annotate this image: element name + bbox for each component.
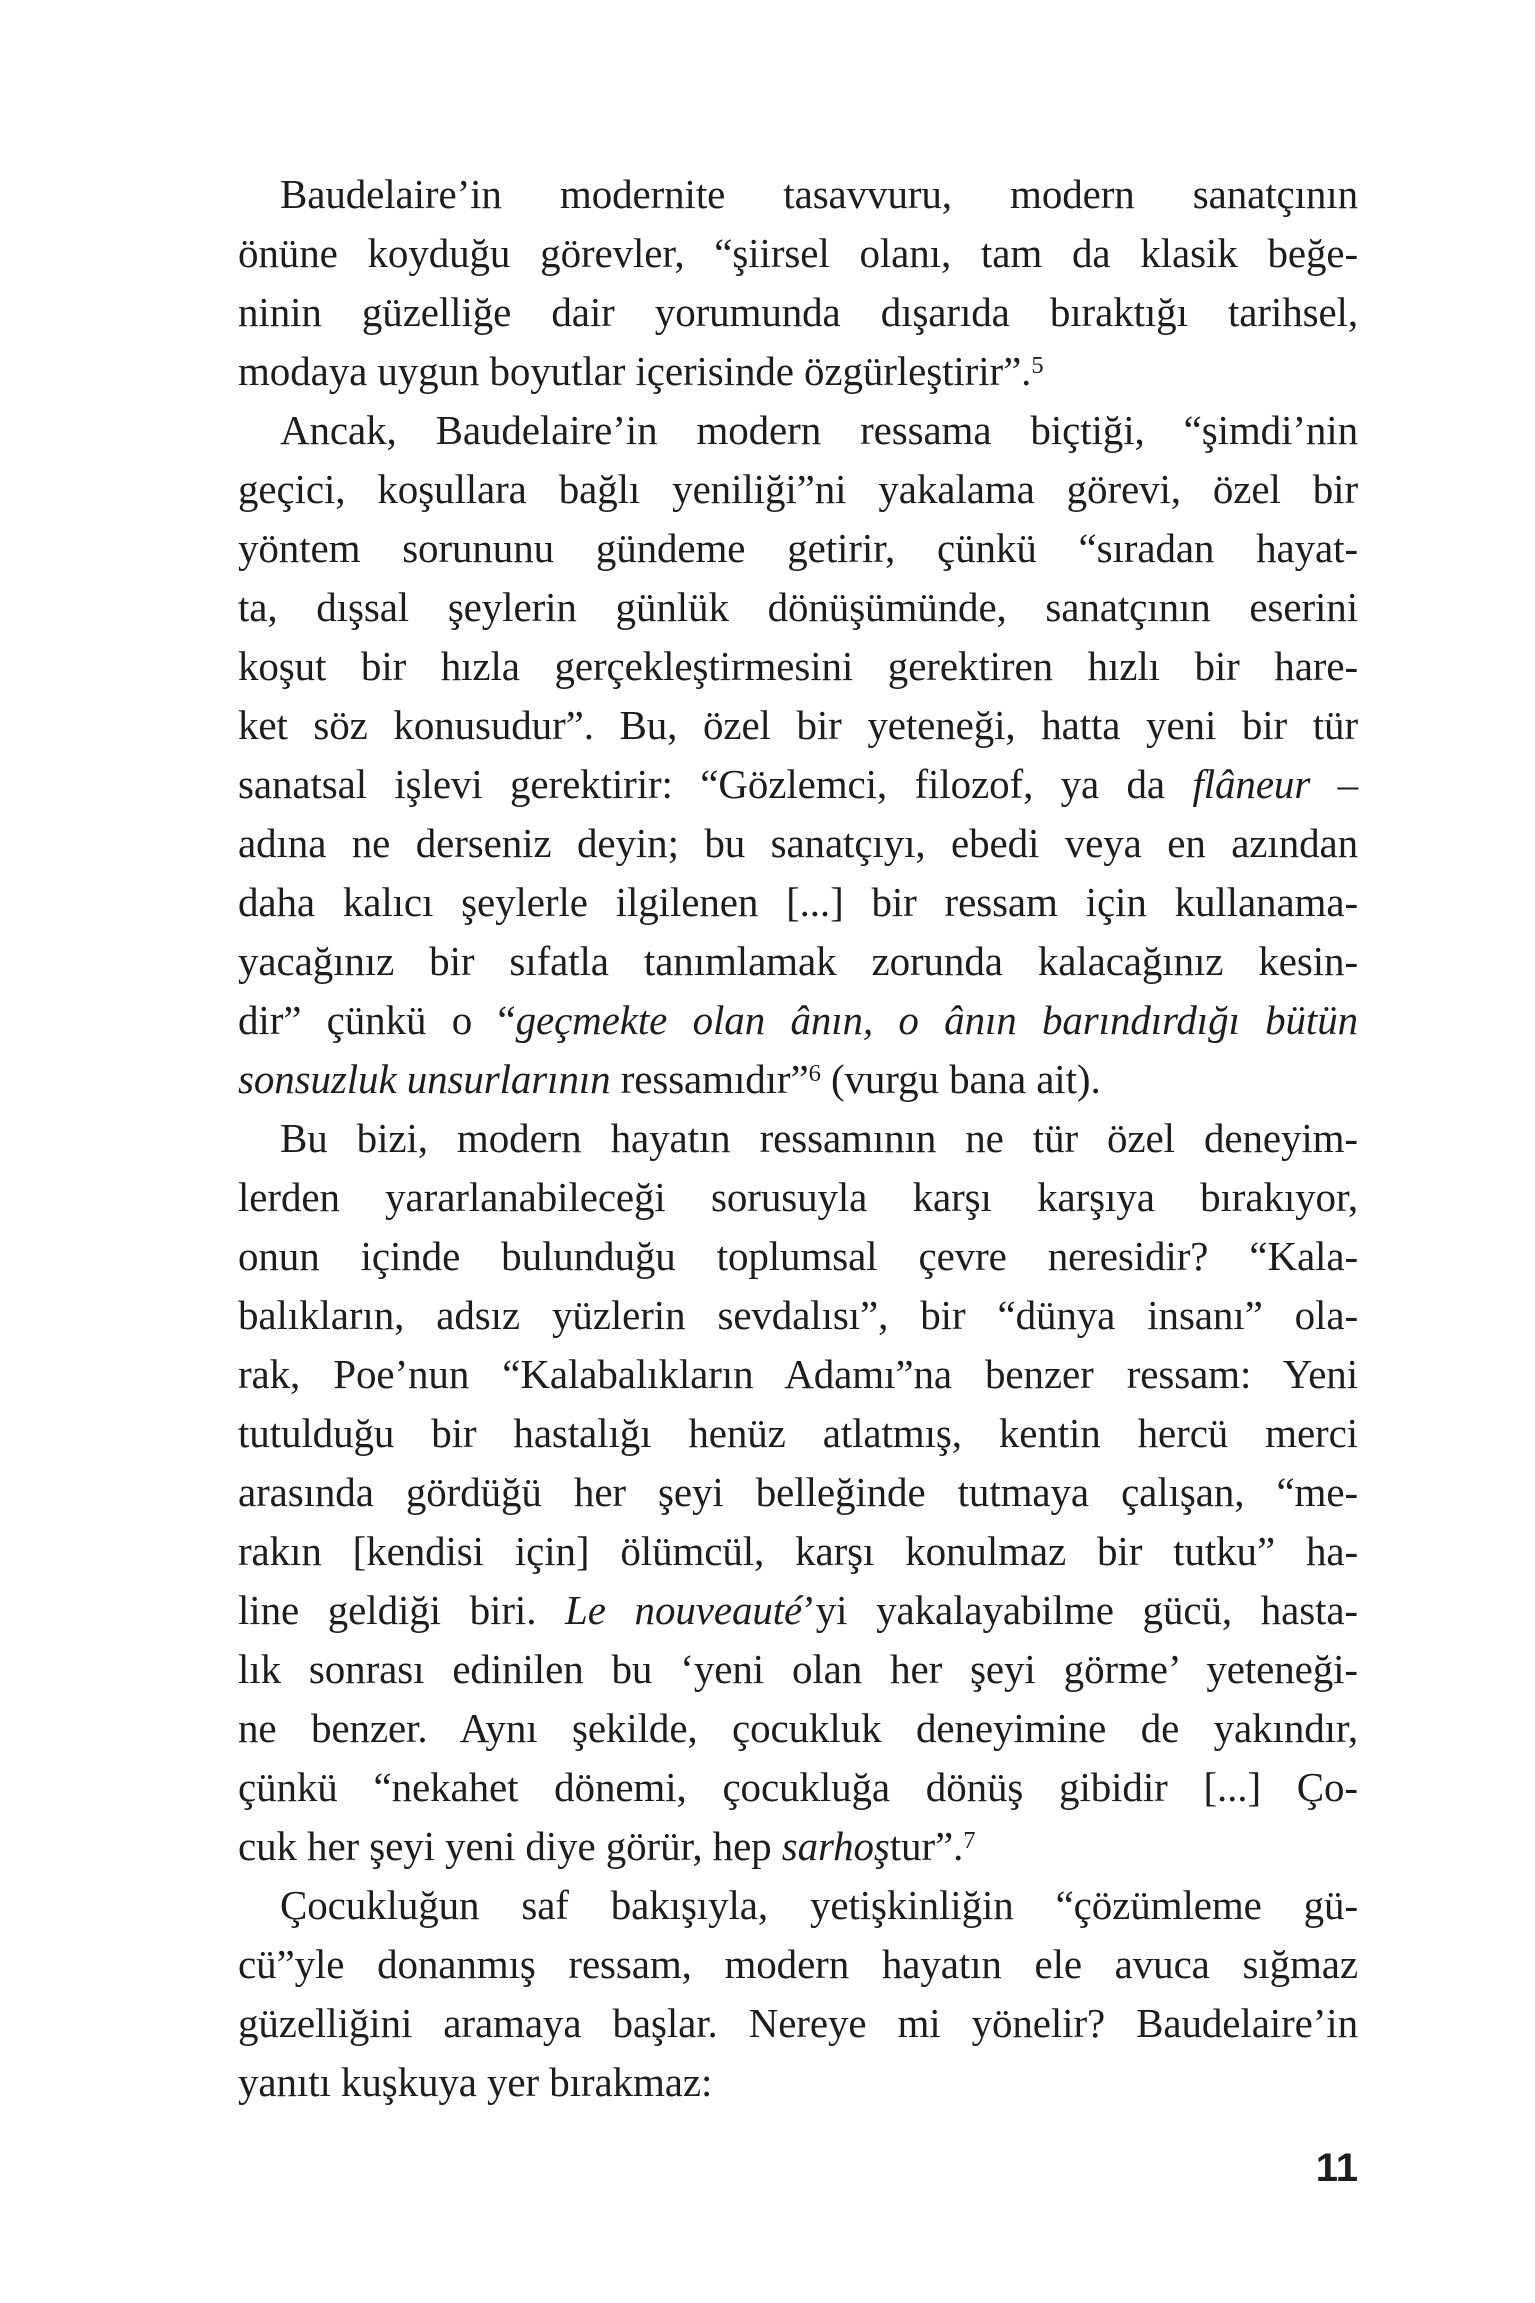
- text-block: [238, 165, 1358, 2112]
- text-line: [238, 1581, 1358, 1640]
- text-segment: güzelliğini aramaya başlar. Nereye mi yönelir? Baudelaire’in: [238, 2000, 1358, 2046]
- text-segment: sarhoş: [781, 1823, 890, 1869]
- text-segment: ta, dışsal şeylerin günlük dönüşümünde, sanatçının eserini: [238, 584, 1358, 630]
- text-line: [238, 1522, 1358, 1581]
- text-line: [238, 1050, 1358, 1109]
- text-line: [238, 1404, 1358, 1463]
- text-segment: (vurgu bana ait).: [820, 1056, 1101, 1102]
- text-segment: ne benzer. Aynı şekilde, çocukluk deneyimine de yakındır,: [238, 1705, 1358, 1751]
- text-segment: flâneur: [1192, 761, 1311, 807]
- text-segment: daha kalıcı şeylerle ilgilenen [...] bir ressam için kullanama-: [238, 879, 1358, 925]
- text-line: [238, 342, 1358, 401]
- text-segment: Ancak, Baudelaire’in modern ressama biçtiği, “şimdi’nin: [280, 407, 1358, 453]
- text-segment: yanıtı kuşkuya yer bırakmaz:: [238, 2059, 713, 2105]
- text-line: [238, 1758, 1358, 1817]
- paragraph: [238, 401, 1358, 1109]
- text-segment: line geldiği biri.: [238, 1587, 566, 1633]
- text-segment: sanatsal işlevi gerektirir: “Gözlemci, filozof, ya da: [238, 761, 1193, 807]
- text-line: [238, 578, 1358, 637]
- footnote-marker: 6: [808, 1059, 821, 1087]
- text-segment: sonsuzluk unsurlarının: [238, 1056, 611, 1102]
- text-line: [238, 932, 1358, 991]
- text-segment: Bu bizi, modern hayatın ressamının ne tür özel deneyim-: [280, 1115, 1358, 1161]
- text-line: [238, 460, 1358, 519]
- text-line: [238, 1463, 1358, 1522]
- footnote-marker: 7: [963, 1826, 976, 1854]
- text-line: [238, 1994, 1358, 2053]
- text-segment: ressamıdır”: [610, 1056, 809, 1102]
- text-segment: ’yi yakalayabilme gücü, hasta-: [802, 1587, 1358, 1633]
- text-line: [238, 1640, 1358, 1699]
- text-segment: rakın [kendisi için] ölümcül, karşı konulmaz bir tutku” ha-: [238, 1528, 1358, 1574]
- text-segment: Çocukluğun saf bakışıyla, yetişkinliğin “çözümleme gü-: [280, 1882, 1358, 1928]
- text-line: [238, 2053, 1358, 2112]
- text-segment: Le nouveauté: [565, 1587, 803, 1633]
- text-line: [238, 1168, 1358, 1227]
- text-segment: lerden yararlanabileceği sorusuyla karşı karşıya bırakıyor,: [238, 1174, 1358, 1220]
- text-segment: geçici, koşullara bağlı yeniliği”ni yakalama görevi, özel bir: [238, 466, 1358, 512]
- text-segment: onun içinde bulunduğu toplumsal çevre neresidir? “Kala-: [238, 1233, 1358, 1279]
- text-line: [238, 401, 1358, 460]
- text-segment: çünkü “nekahet dönemi, çocukluğa dönüş gibidir [...] Ço-: [238, 1764, 1358, 1810]
- text-segment: cü”yle donanmış ressam, modern hayatın ele avuca sığmaz: [238, 1941, 1358, 1987]
- text-line: [238, 224, 1358, 283]
- text-segment: rak, Poe’nun “Kalabalıkların Adamı”na benzer ressam: Yeni: [238, 1351, 1358, 1397]
- text-line: [238, 1935, 1358, 1994]
- text-line: [238, 1227, 1358, 1286]
- text-segment: modaya uygun boyutlar içerisinde özgürleştirir”.: [238, 348, 1032, 394]
- text-line: [238, 1286, 1358, 1345]
- text-segment: cuk her şeyi yeni diye görür, hep: [238, 1823, 782, 1869]
- text-line: [238, 283, 1358, 342]
- text-segment: lık sonrası edinilen bu ‘yeni olan her şeyi görme’ yeteneği-: [238, 1646, 1358, 1692]
- text-segment: yacağınız bir sıfatla tanımlamak zorunda kalacağınız kesin-: [238, 938, 1358, 984]
- text-segment: geçmekte olan ânın, o ânın barındırdığı bütün: [515, 997, 1358, 1043]
- text-line: [238, 637, 1358, 696]
- text-line: [238, 814, 1358, 873]
- text-segment: yöntem sorununu gündeme getirir, çünkü “sıradan hayat-: [238, 525, 1358, 571]
- text-line: [238, 755, 1358, 814]
- text-line: [238, 1699, 1358, 1758]
- text-segment: dir” çünkü o “: [238, 997, 516, 1043]
- page-number: 11: [1315, 2146, 1358, 2190]
- paragraph: [238, 1109, 1358, 1876]
- text-segment: tutulduğu bir hastalığı henüz atlatmış, kentin hercü merci: [238, 1410, 1358, 1456]
- text-line: [238, 1817, 1358, 1876]
- text-line: [238, 1109, 1358, 1168]
- text-line: [238, 696, 1358, 755]
- text-segment: ninin güzelliğe dair yorumunda dışarıda bıraktığı tarihsel,: [238, 289, 1358, 335]
- text-segment: balıkların, adsız yüzlerin sevdalısı”, bir “dünya insanı” ola-: [238, 1292, 1358, 1338]
- text-segment: arasında gördüğü her şeyi belleğinde tutmaya çalışan, “me-: [238, 1469, 1358, 1515]
- text-line: [238, 1876, 1358, 1935]
- text-segment: Baudelaire’in modernite tasavvuru, modern sanatçının: [280, 171, 1358, 217]
- text-line: [238, 1345, 1358, 1404]
- text-segment: tur”.: [889, 1823, 964, 1869]
- text-line: [238, 165, 1358, 224]
- text-segment: önüne koyduğu görevler, “şiirsel olanı, tam da klasik beğe-: [238, 230, 1358, 276]
- text-segment: koşut bir hızla gerçekleştirmesini gerektiren hızlı bir hare-: [238, 643, 1358, 689]
- text-segment: adına ne derseniz deyin; bu sanatçıyı, ebedi veya en azından: [238, 820, 1358, 866]
- text-line: [238, 873, 1358, 932]
- text-line: [238, 519, 1358, 578]
- paragraph: [238, 1876, 1358, 2112]
- text-segment: ket söz konusudur”. Bu, özel bir yeteneği, hatta yeni bir tür: [238, 702, 1358, 748]
- text-line: [238, 991, 1358, 1050]
- paragraph: [238, 165, 1358, 401]
- text-segment: –: [1310, 761, 1358, 807]
- footnote-marker: 5: [1031, 351, 1044, 379]
